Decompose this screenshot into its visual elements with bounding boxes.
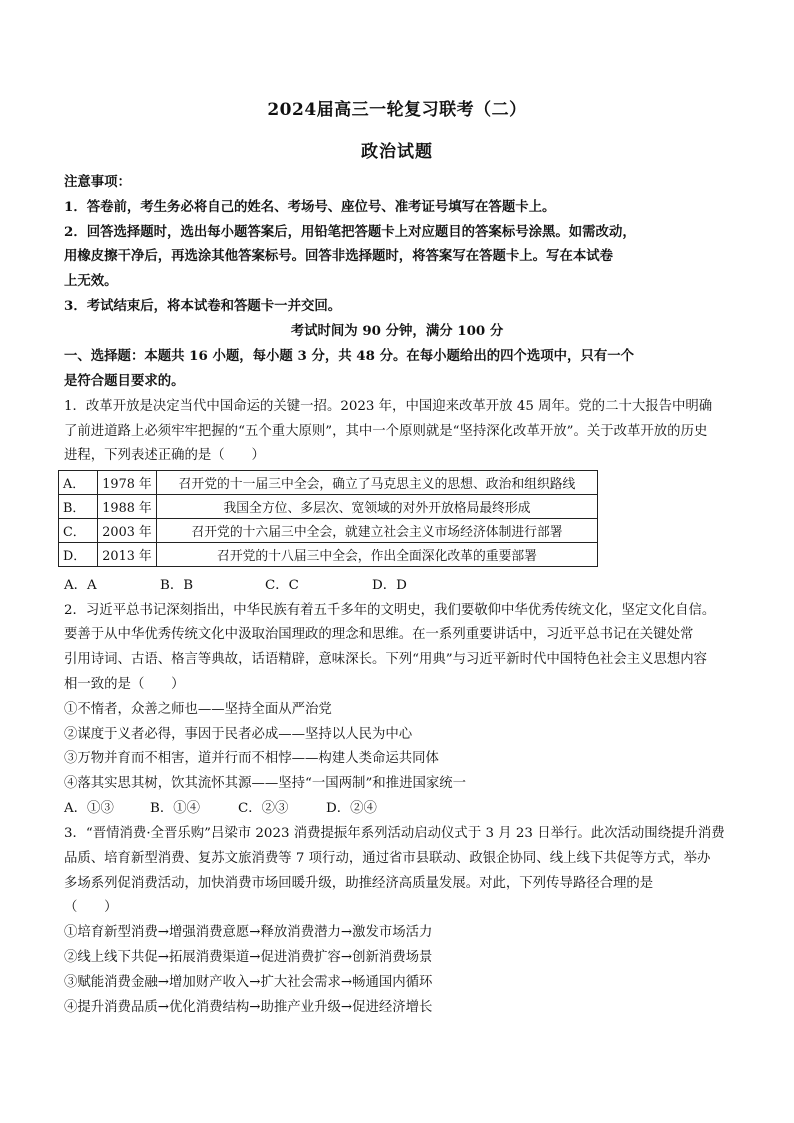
option-year: 2003 年 <box>98 519 157 543</box>
option-year: 1978 年 <box>98 471 157 495</box>
option-year: 1988 年 <box>98 495 157 519</box>
statement-item: ③万物并育而不相害，道并行而不相悖——构建人类命运共同体 <box>64 751 439 766</box>
question-2-text: 引用诗词、古语、格言等典故，话语精辟，意味深长。下列“用典”与习近平新时代中国特色社会主义思想内容 <box>64 652 708 667</box>
question-2-text: 要善于从中华优秀传统文化中汲取治国理政的理念和思维。在一系列重要讲话中，习近平总书记在关键处常 <box>64 627 694 642</box>
answer-option: B．B <box>160 578 194 593</box>
option-label: A． <box>59 471 98 495</box>
statement-item: ①培育新型消费→增强消费意愿→释放消费潜力→激发市场活力 <box>64 925 433 940</box>
option-text: 我国全方位、多层次、宽领域的对外开放格局最终形成 <box>157 495 598 519</box>
question-1-text: 1．改革开放是决定当代中国命运的关键一招。2023 年，中国迎来改革开放 45 周年。党的二十大报告中明确 <box>64 399 713 414</box>
section-heading: 一、选择题：本题共 16 小题，每小题 3 分，共 48 分。在每小题给出的四个选项中，只有一个 <box>64 348 635 364</box>
statement-item: ②谋度于义者必得，事因于民者必成——坚持以人民为中心 <box>64 727 413 742</box>
option-label: C． <box>59 519 98 543</box>
section-heading: 是符合题目要求的。 <box>64 373 185 389</box>
exam-time-line: 考试时间为 90 分钟，满分 100 分 <box>290 323 504 339</box>
question-3-text: 3．“晋情消费·全晋乐购”吕梁市 2023 消费提振年系列活动启动仪式于 3 月 23 日举行。此次活动围绕提升消费 <box>64 826 725 841</box>
question-2-text: 2．习近平总书记深刻指出，中华民族有着五千多年的文明史，我们要敬仰中华优秀传统文化，坚定文化自信。 <box>64 603 716 618</box>
answer-option: A．A <box>64 578 97 593</box>
statement-item: ③赋能消费金融→增加财产收入→扩大社会需求→畅通国内循环 <box>64 975 433 990</box>
answer-option: D．D <box>372 578 407 593</box>
question-2-text: 相一致的是（ ） <box>64 677 185 692</box>
question-3-text: （ ） <box>64 900 118 915</box>
option-text: 召开党的十六届三中全会，就建立社会主义市场经济体制进行部署 <box>157 519 598 543</box>
statement-item: ④提升消费品质→优化消费结构→助推产业升级→促进经济增长 <box>64 1000 433 1015</box>
table-row <box>59 471 598 495</box>
question-3-text: 品质、培育新型消费、复苏文旅消费等 7 项行动，通过省市县联动、政银企协同、线上线下共促等方式，举办 <box>64 851 711 866</box>
answer-option: C．C <box>265 578 299 593</box>
question-1-text: 了前进道路上必须牢牢把握的“五个重大原则”，其中一个原则就是“坚持深化改革开放”。关于改革开放的历史 <box>64 424 708 439</box>
notice-item: 2．回答选择题时，选出每小题答案后，用铅笔把答题卡上对应题目的答案标号涂黑。如需改动， <box>64 224 636 240</box>
table-row <box>59 519 598 543</box>
answer-option: D．②④ <box>326 801 377 816</box>
exam-title: 2024届高三一轮复习联考（二） <box>267 100 527 120</box>
notice-item: 3．考试结束后，将本试卷和答题卡一并交回。 <box>64 298 342 314</box>
option-label: D． <box>59 543 98 567</box>
notice-item: 用橡皮擦干净后，再选涂其他答案标号。回答非选择题时，将答案写在答题卡上。写在本试卷 <box>64 248 614 264</box>
option-year: 2013 年 <box>98 543 157 567</box>
answer-option: B．①④ <box>150 801 201 816</box>
statement-item: ②线上线下共促→拓展消费渠道→促进消费扩容→创新消费场景 <box>64 950 433 965</box>
option-label: B． <box>59 495 98 519</box>
option-text: 召开党的十一届三中全会，确立了马克思主义的思想、政治和组织路线 <box>157 471 598 495</box>
table-row <box>59 495 598 519</box>
notice-heading: 注意事项： <box>64 174 131 190</box>
table-row <box>59 543 598 567</box>
question-1-table <box>58 470 598 567</box>
notice-item: 1．答卷前，考生务必将自己的姓名、考场号、座位号、准考证号填写在答题卡上。 <box>64 199 556 215</box>
statement-item: ①不惰者，众善之师也——坚持全面从严治党 <box>64 702 332 717</box>
answer-option: A．①③ <box>64 801 114 816</box>
statement-item: ④落其实思其树，饮其流怀其源——坚持“一国两制”和推进国家统一 <box>64 776 467 791</box>
exam-subject: 政治试题 <box>361 142 433 162</box>
question-1-text: 进程，下列表述正确的是（ ） <box>64 448 265 463</box>
answer-option: C．②③ <box>238 801 289 816</box>
option-text: 召开党的十八届三中全会，作出全面深化改革的重要部署 <box>157 543 598 567</box>
question-3-text: 多场系列促消费活动，加快消费市场回暖升级，助推经济高质量发展。对此，下列传导路径合理的是 <box>64 876 654 891</box>
notice-item: 上无效。 <box>64 273 118 289</box>
